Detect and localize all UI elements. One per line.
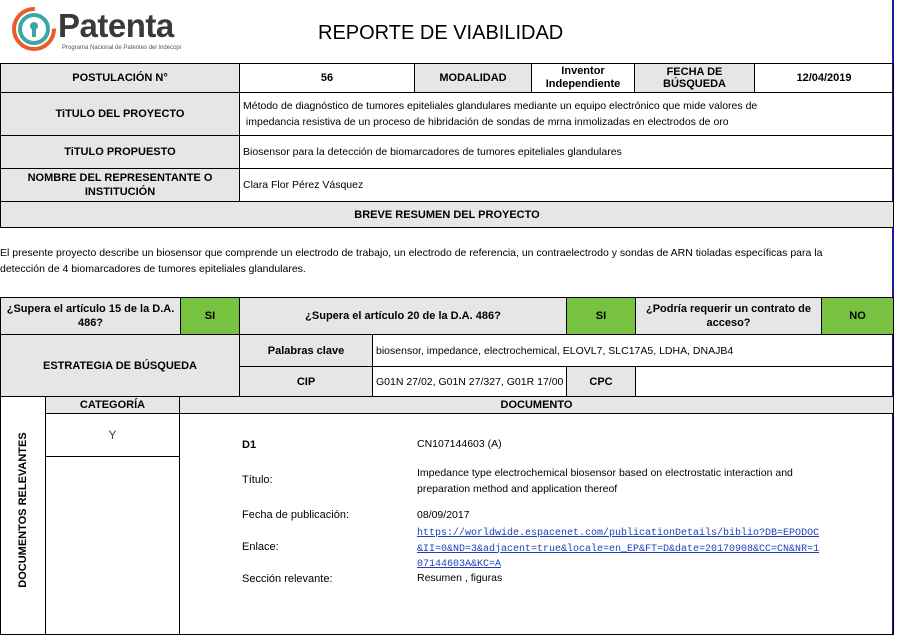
resumen-line2: detección de 4 biomarcadores de tumores epiteliales glandulares. [0,263,306,275]
art15-question [0,297,181,335]
logo-ring-icon [10,5,58,53]
representante-label-line1: NOMBRE DEL REPRESENTANTE O [27,172,213,184]
modalidad-label: MODALIDAD [414,63,532,93]
doc-id: D1 [242,439,257,451]
titulo-proyecto-value [239,92,894,136]
brand-tagline: Programa Nacional de Patentes del Indecopi [62,45,182,51]
documento-header: DOCUMENTO [179,396,894,414]
titulo-proyecto-line1: Método de diagnóstico de tumores epiteliales glandulares mediante un equipo electrónico que mide valores de [243,100,758,112]
contrato-line2: acceso? [706,317,751,329]
categoria-empty-cell [45,456,180,635]
titulo-propuesto-value: Biosensor para la detección de biomarcadores de tumores epiteliales glandulares [239,135,894,169]
modalidad-value: Inventor Independiente [531,63,635,93]
report-title: REPORTE DE VIABILIDAD [318,22,564,44]
doc-enlace-link[interactable] [417,526,819,573]
doc-seccion-value: Resumen , figuras [417,572,503,584]
cip-value: G01N 27/02, G01N 27/327, G01R 17/00 [372,366,567,397]
representante-label-line2: INSTITUCIÓN [84,186,156,198]
doc-fecha-label: Fecha de publicación: [242,509,350,521]
resumen-line1: El presente proyecto describe un biosensor que comprende un electrodo de trabajo, un electrodo de referencia, un contraelectrodo y sondas de ARN tioladas específicas para la [0,247,823,259]
doc-enlace-line2[interactable]: &II=0&ND=3&adjacent=true&locale=en_EP&FT=D&date=20170908&CC=CN&NR=1 [417,543,820,555]
estrategia-label: ESTRATEGIA DE BÚSQUEDA [0,334,240,397]
postulacion-value: 56 [239,63,415,93]
doc-titulo-label: Título: [242,474,273,486]
cpc-value [635,366,894,397]
doc-enlace-line3[interactable]: 07144603A&KC=A [417,559,502,570]
titulo-propuesto-label: TiTULO PROPUESTO [0,135,240,169]
documento-cell [179,413,894,635]
postulacion-label: POSTULACIÓN N° [0,63,240,93]
doc-number: CN107144603 (A) [417,438,502,450]
doc-titulo-line1: Impedance type electrochemical biosensor based on electrostatic interaction and [417,467,793,479]
art15-answer: SI [180,297,240,335]
art15-line1: ¿Supera el artículo 15 de la D.A. [6,303,175,315]
categoria-value: Y [45,413,180,457]
representante-value: Clara Flor Pérez Vásquez [239,168,894,202]
art20-answer: SI [566,297,636,335]
categoria-header: CATEGORÍA [45,396,180,414]
art20-question: ¿Supera el artículo 20 de la D.A. 486? [239,297,567,335]
fecha-busqueda-label: FECHA DE BÚSQUEDA [634,63,755,93]
contrato-line1: ¿Podría requerir un contrato de [645,303,812,315]
doc-enlace-line1[interactable]: https://worldwide.espacenet.com/publicationDetails/biblio?DB=EPODOC [417,528,820,539]
cpc-label: CPC [566,366,636,397]
doc-fecha-value: 08/09/2017 [417,509,470,521]
fecha-busqueda-value: 12/04/2019 [754,63,894,93]
logo [10,5,195,55]
titulo-proyecto-label: TiTULO DEL PROYECTO [0,92,240,136]
doc-enlace-label: Enlace: [242,541,279,553]
doc-titulo-value [417,465,793,497]
representante-label [0,168,240,202]
brand-name: Patenta [58,7,174,44]
palabras-clave-value: biosensor, impedance, electrochemical, ELOVL7, SLC17A5, LDHA, DNAJB4 [372,334,894,367]
cip-label: CIP [239,366,373,397]
documentos-side-label: DOCUMENTOS RELEVANTES [17,432,29,588]
titulo-proyecto-line2: impedancia resistiva de un proceso de hibridación de sondas de mrna inmolizadas en electrodos de oro [243,116,729,128]
art15-line2: 486? [77,317,104,329]
doc-seccion-label: Sección relevante: [242,573,333,585]
resumen-header: BREVE RESUMEN DEL PROYECTO [0,201,894,228]
contrato-question [635,297,822,335]
doc-titulo-line2: preparation method and application thereof [417,483,618,495]
palabras-clave-label: Palabras clave [239,334,373,367]
contrato-answer: NO [821,297,894,335]
resumen-text [0,245,890,277]
